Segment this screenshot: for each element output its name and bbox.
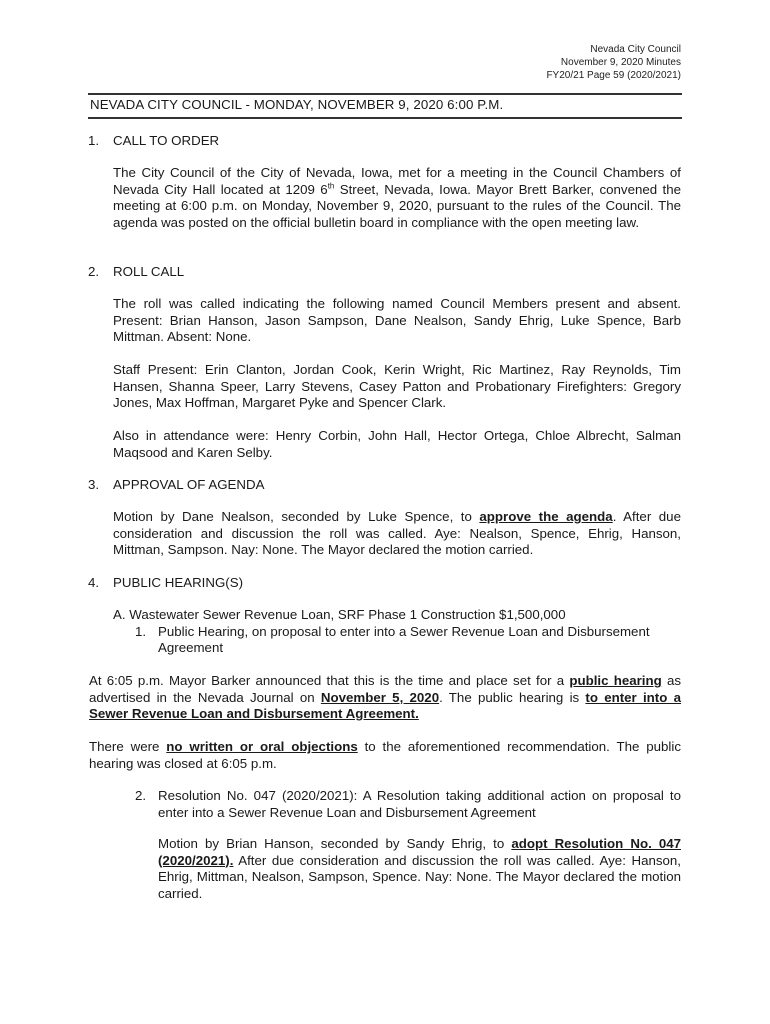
- section-approval-of-agenda: [88, 477, 264, 492]
- motion-text: Motion by Dane Nealson, seconded by Luke Spence, to: [113, 509, 480, 524]
- approval-motion: [113, 509, 681, 559]
- public-hearing-term: public hearing: [569, 673, 662, 688]
- header-minutes-date: November 9, 2020 Minutes: [560, 57, 681, 68]
- header-council: Nevada City Council: [590, 44, 681, 55]
- motion-text-cont: . After due consideration and discussion the roll was called. Aye: Nealson, Spence, Ehrig, Hanson, Mittman, Sampson. Nay: None. The Mayor declared the motion carried.: [113, 509, 681, 558]
- publication-date: November 5, 2020: [320, 689, 440, 705]
- hearing-item-a: A. Wastewater Sewer Revenue Loan, SRF Phase 1 Construction $1,500,000: [113, 607, 566, 622]
- hearing-announcement: [89, 673, 681, 723]
- hearing-item-2-number: 2.: [135, 788, 147, 803]
- call-to-order-paragraph: [113, 165, 681, 231]
- ordinal-suffix: th: [327, 181, 335, 191]
- section-heading: APPROVAL OF AGENDA: [113, 477, 265, 492]
- objections-text: There were: [89, 739, 167, 754]
- hearing-objections: [89, 739, 681, 772]
- meeting-title: NEVADA CITY COUNCIL - MONDAY, NOVEMBER 9, 2020 6:00 P.M.: [90, 97, 504, 112]
- section-heading: CALL TO ORDER: [113, 133, 220, 148]
- call-to-order-text-cont: Street, Nevada, Iowa. Mayor Brett Barker, convened the meeting at 6:00 p.m. on Monday, November 9, 2020, pursuant to the rules of the Council. The agenda was posted on the official bulletin board in compliance with the open meeting law.: [113, 181, 681, 230]
- announcement-text: At 6:05 p.m. Mayor Barker announced that this is the time and place set for a: [89, 673, 570, 688]
- hearing-item-1-number: 1.: [135, 624, 147, 639]
- hearing-item-1-text: Public Hearing, on proposal to enter into a Sewer Revenue Loan and Disbursement Agreement: [158, 624, 650, 656]
- objections-text-cont: to the aforementioned recommendation. The public hearing was closed at 6:05 p.m.: [89, 739, 681, 771]
- section-roll-call: [88, 264, 184, 279]
- section-call-to-order: [88, 133, 219, 148]
- roll-call-members: The roll was called indicating the following named Council Members present and absent. Present: Brian Hanson, Jason Sampson, Dane Nealson, Sandy Ehrig, Luke Spence, Barb Mittman. Absent: None.: [113, 296, 681, 345]
- resolution-action: adopt Resolution No. 047 (2020/2021).: [158, 836, 682, 868]
- section-number: 1.: [88, 133, 100, 148]
- resolution-motion: [158, 836, 681, 902]
- section-public-hearings: [88, 575, 243, 590]
- section-number: 2.: [88, 264, 100, 279]
- call-to-order-text: The City Council of the City of Nevada, Iowa, met for a meeting in the Council Chambers of Nevada City Hall located at 1209 6: [113, 165, 681, 197]
- hearing-item-2-text: Resolution No. 047 (2020/2021): A Resolution taking additional action on proposal to enter into a Sewer Revenue Loan and Disbursement Agreement: [158, 788, 681, 820]
- motion-action: approve the agenda: [479, 509, 613, 524]
- announcement-text-cont: as advertised in the Nevada Journal on: [89, 673, 681, 705]
- announcement-text-cont2: . The public hearing is: [439, 689, 586, 705]
- resolution-motion-text-cont: After due consideration and discussion the roll was called. Aye: Hanson, Ehrig, Mittman, Nealson, Sampson, Spence. Nay: None. The Mayor declared the motion carried.: [158, 852, 681, 901]
- page-header: [546, 43, 681, 82]
- resolution-motion-text: Motion by Brian Hanson, seconded by Sandy Ehrig, to: [158, 836, 512, 851]
- section-heading: ROLL CALL: [113, 264, 185, 279]
- roll-call-staff: Staff Present: Erin Clanton, Jordan Cook, Kerin Wright, Ric Martinez, Ray Reynolds, Tim Hansen, Shanna Speer, Larry Stevens, Casey Patton and Probationary Firefighters: Gregory Jones, Max Hoffman, Margaret Pyke and Spencer Clark.: [113, 362, 681, 411]
- hearing-purpose: to enter into a Sewer Revenue Loan and Disbursement Agreement.: [89, 689, 681, 722]
- objections-term: no written or oral objections: [166, 739, 358, 754]
- title-bar: [88, 93, 682, 119]
- header-page-ref: FY20/21 Page 59 (2020/2021): [546, 70, 681, 81]
- section-heading: PUBLIC HEARING(S): [113, 575, 244, 590]
- section-number: 4.: [88, 575, 100, 590]
- section-number: 3.: [88, 477, 100, 492]
- roll-call-attendance: Also in attendance were: Henry Corbin, John Hall, Hector Ortega, Chloe Albrecht, Salman Maqsood and Karen Selby.: [113, 428, 681, 460]
